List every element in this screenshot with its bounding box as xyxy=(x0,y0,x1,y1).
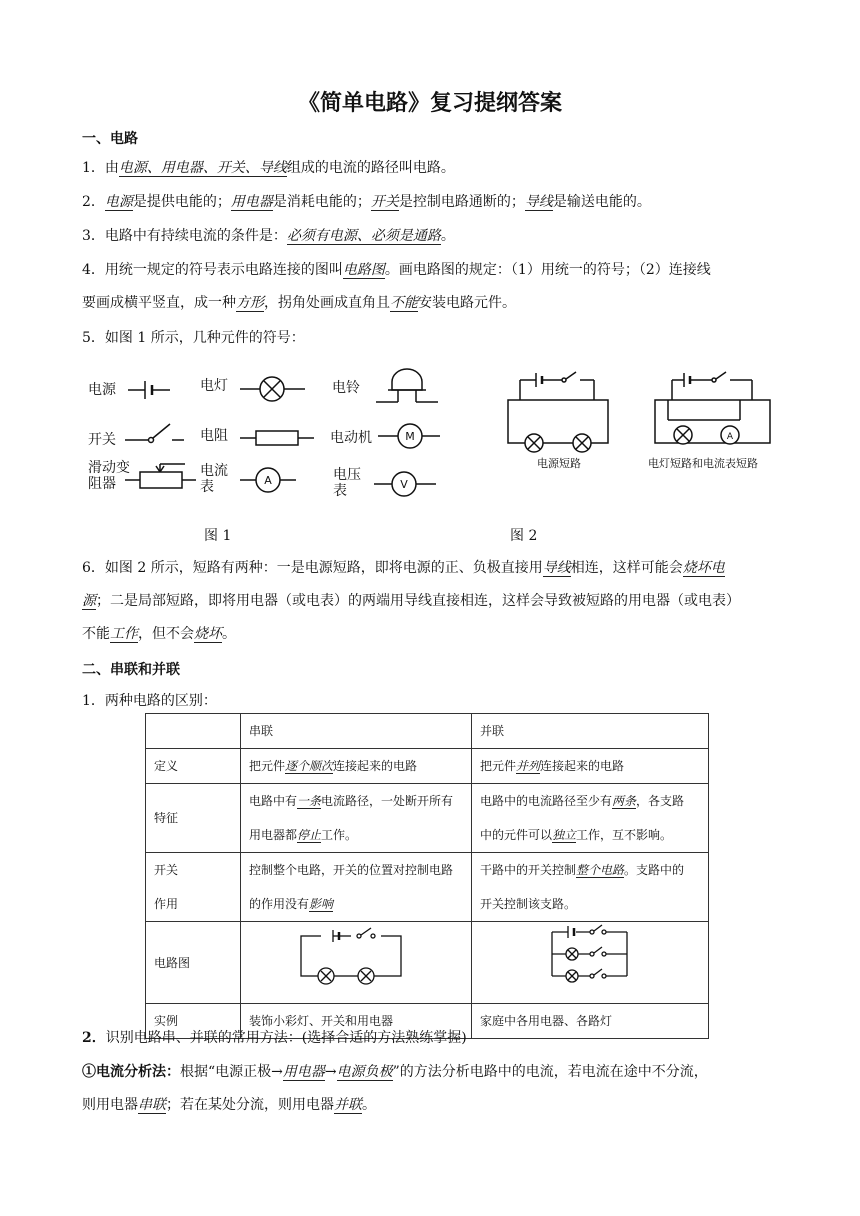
resistor-symbol xyxy=(240,431,314,445)
caption-lamp-ammeter-short: 电灯短路和电流表短路 xyxy=(648,457,758,470)
paragraph-1: 1．由电源、用电器、开关、导线组成的电流的路径叫电路。 xyxy=(82,160,455,176)
paragraph-4: 4．用统一规定的符号表示电路连接的图叫电路图。画电路图的规定：（1）用统一的符号；（2）连接线 要画成横平竖直，成一种方形，拐角处画成直角且不能安装电路元件。 xyxy=(82,262,711,311)
section-heading-series-parallel: 二、串联和并联 xyxy=(82,662,180,678)
paragraph-2-3: ①电流分析法：根据“电源正极→用电器→电源负极”的方法分析电路中的电流，若电流在途中不分流， 则用电器串联；若在某处分流，则用电器并联。 xyxy=(82,1064,708,1113)
page-title: 《简单电路》复习提纲答案 xyxy=(297,91,562,116)
voltmeter-letter: V xyxy=(400,478,408,491)
battery-symbol xyxy=(128,381,170,399)
rheostat-symbol xyxy=(125,464,196,488)
paragraph-2-2: 2．识别电路串、并联的常用方法：(选择合适的方法熟练掌握) xyxy=(82,1030,467,1046)
table-row: 电路图 xyxy=(146,922,709,1004)
label-motor: 电动机 xyxy=(330,430,372,446)
switch-symbol xyxy=(125,424,184,443)
figure-1-label: 图 1 xyxy=(204,528,232,544)
table-row: 串联 并联 xyxy=(146,714,709,749)
table-row: 定义 把元件逐个顺次连接起来的电路 把元件并列连接起来的电路 xyxy=(146,749,709,784)
caption-power-short: 电源短路 xyxy=(537,457,581,470)
bell-symbol xyxy=(376,369,438,402)
paragraph-3: 3．电路中有持续电流的条件是：必须有电源、必须是通路。 xyxy=(82,228,455,244)
label-bell: 电铃 xyxy=(332,380,360,396)
lamp-symbol xyxy=(240,377,305,401)
paragraph-6: 6．如图 2 所示，短路有两种：一是电源短路，即将电源的正、负极直接用导线相连，这样可能会烧坏电 源；二是局部短路，即将用电器（或电表）的两端用导线直接相连，这样会导致被短路的用电器（或电表） 不能工作，但不会烧坏。 xyxy=(82,560,740,642)
paragraph-2-1: 1．两种电路的区别： xyxy=(82,693,217,709)
label-resistor: 电阻 xyxy=(200,428,228,444)
ammeter-letter: A xyxy=(264,474,272,487)
motor-letter: M xyxy=(405,430,415,443)
series-circuit-diagram xyxy=(241,922,471,990)
table-row: 实例 装饰小彩灯、开关和用电器 家庭中各用电器、各路灯 xyxy=(146,1004,709,1039)
label-rheostat: 滑动变 阻器 xyxy=(88,460,130,492)
fig2-ammeter-letter: A xyxy=(726,432,734,442)
label-ammeter: 电流 表 xyxy=(200,463,228,495)
series-parallel-table xyxy=(145,713,709,1039)
label-voltmeter: 电压 表 xyxy=(333,467,361,499)
parallel-circuit-diagram xyxy=(472,922,708,990)
label-lamp: 电灯 xyxy=(200,378,228,394)
label-switch: 开关 xyxy=(88,432,116,448)
figure-1-symbols xyxy=(0,360,460,510)
table-row: 开关 作用 控制整个电路，开关的位置对控制电路 的作用没有影响 干路中的开关控制整个电路。支路中的 开关控制该支路。 xyxy=(146,853,709,922)
power-short-circuit xyxy=(508,372,608,452)
figure-2-label: 图 2 xyxy=(510,528,538,544)
lamp-ammeter-short-circuit xyxy=(655,372,770,444)
label-power: 电源 xyxy=(88,382,116,398)
section-heading-circuit: 一、电路 xyxy=(82,131,138,147)
table-row: 特征 电路中有一条电流路径，一处断开所有 用电器都停止工作。 电路中的电流路径至少有两条，各支路 中的元件可以独立工作，互不影响。 xyxy=(146,784,709,853)
paragraph-2: 2．电源是提供电能的；用电器是消耗电能的；开关是控制电路通断的；导线是输送电能的。 xyxy=(82,194,651,210)
paragraph-5: 5．如图 1 所示，几种元件的符号： xyxy=(82,330,305,346)
